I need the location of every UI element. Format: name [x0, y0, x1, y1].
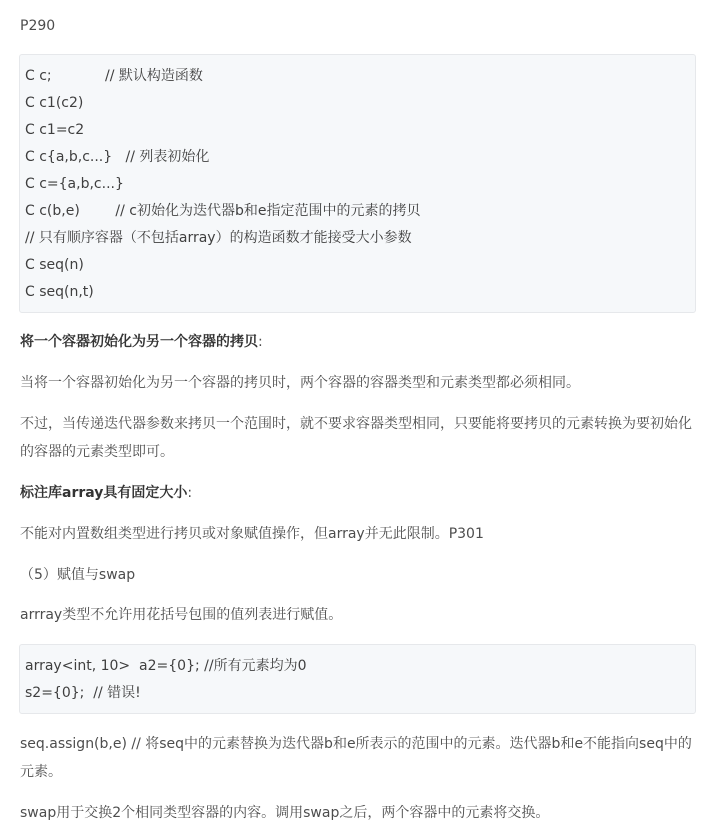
heading-array-text: 标注库array具有固定大小 [20, 485, 188, 501]
code-line: C c{a,b,c...} // 列表初始化 [25, 149, 210, 165]
paragraph-copy-rule: 当将一个容器初始化为另一个容器的拷贝时，两个容器的容器类型和元素类型都必须相同。 [20, 375, 580, 391]
code-line: // 只有顺序容器（不包括array）的构造函数才能接受大小参数 [25, 230, 412, 246]
code-line: array<int, 10> a2={0}; //所有元素均为0 [25, 658, 307, 674]
page-reference: P290 [20, 18, 56, 34]
heading-copy-text: 将一个容器初始化为另一个容器的拷贝 [20, 334, 258, 350]
code-block-array-assign [19, 644, 696, 714]
code-line: C c(b,e) // c初始化为迭代器b和e指定范围中的元素的拷贝 [25, 203, 421, 219]
code-line: C c; // 默认构造函数 [25, 68, 203, 84]
heading-array-colon: : [187, 485, 193, 501]
paragraph-swap: swap用于交换2个相同类型容器的内容。调用swap之后，两个容器中的元素将交换。 [20, 805, 550, 821]
heading-copy-init [20, 328, 692, 356]
paragraph-iterator-copy: 不过，当传递迭代器参数来拷贝一个范围时，就不要求容器类型相同，只要能将要拷贝的元素转换为要初始化的容器的元素类型即可。 [20, 416, 692, 460]
code-line: C c={a,b,c...} [25, 176, 124, 192]
paragraph-seq-assign: seq.assign(b,e) // 将seq中的元素替换为迭代器b和e所表示的范围中的元素。迭代器b和e不能指向seq中的元素。 [20, 736, 692, 780]
code-line: C c1(c2) [25, 95, 84, 111]
paragraph-array-copy: 不能对内置数组类型进行拷贝或对象赋值操作，但array并无此限制。P301 [20, 526, 484, 542]
code-line: C seq(n,t) [25, 284, 94, 300]
heading-array-fixed-size [20, 479, 692, 507]
code-line: C c1=c2 [25, 122, 85, 138]
code-line: s2={0}; // 错误! [25, 685, 141, 701]
heading-assign-swap: （5）赋值与swap [20, 567, 136, 583]
paragraph-arrray-braces: arrray类型不允许用花括号包围的值列表进行赋值。 [20, 607, 343, 623]
code-line: C seq(n) [25, 257, 84, 273]
code-block-constructors [19, 54, 696, 313]
heading-copy-colon: : [258, 334, 263, 350]
